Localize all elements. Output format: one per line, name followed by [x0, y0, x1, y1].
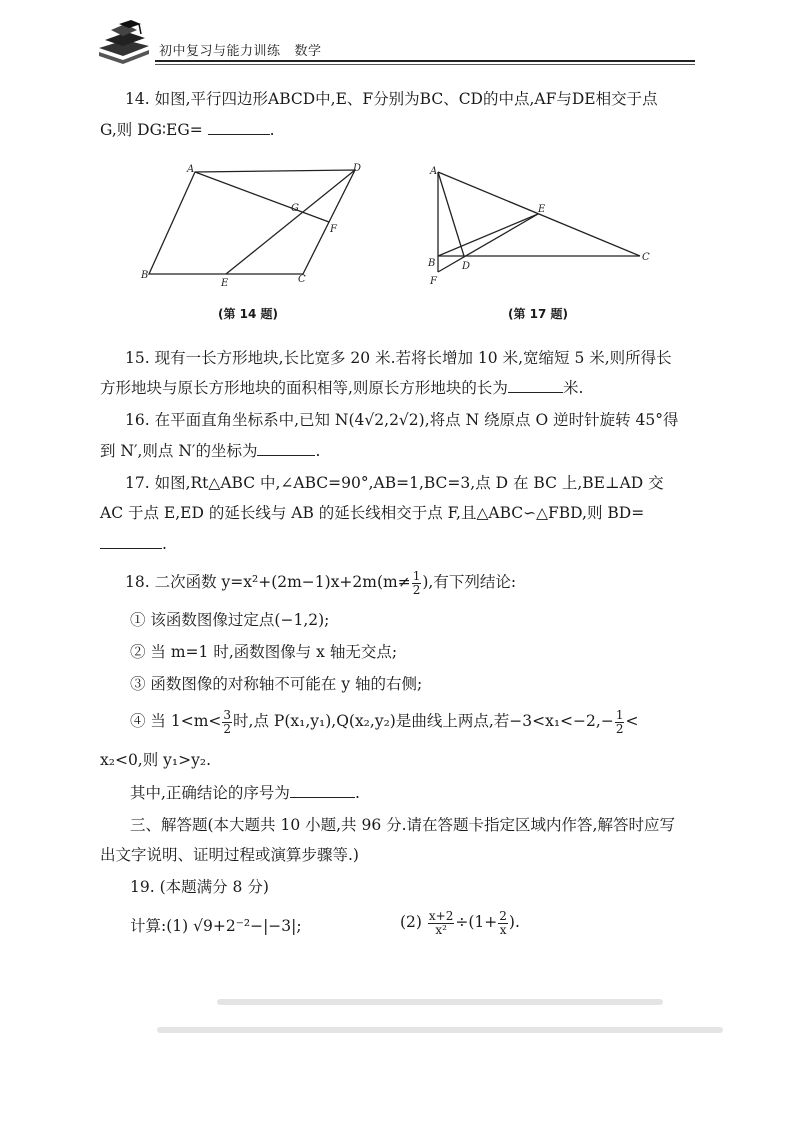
q14-end: .	[269, 121, 275, 139]
subject-label: 数学	[294, 44, 322, 59]
q14-text: G,则 DG∶EG=	[100, 121, 203, 139]
fraction-denominator: x	[499, 922, 507, 937]
q17-answer-blank	[100, 534, 162, 549]
page-header	[95, 18, 695, 68]
q19-calc-2	[400, 908, 520, 937]
figure-14	[135, 160, 375, 295]
q15-line2	[100, 374, 583, 402]
fig17-label-D: D	[462, 261, 471, 272]
q17-line3	[100, 530, 167, 558]
fig14-label-F: F	[330, 224, 337, 235]
q17-line1: 17. 如图,Rt△ABC 中,∠ABC=90°,AB=1,BC=3,点 D 在 BC 上,BE⊥AD 交	[125, 474, 664, 492]
fig14-caption: (第 14 题)	[218, 307, 279, 321]
q18-item4-fraction-2	[615, 709, 625, 736]
fraction-numerator: 3	[223, 707, 232, 722]
q17-end: .	[162, 535, 167, 553]
q18-answer-line	[130, 779, 360, 807]
fraction-denominator: 2	[223, 721, 232, 736]
fig17-label-F: F	[430, 276, 437, 287]
q18-item1: ① 该函数图像过定点(−1,2);	[130, 611, 330, 629]
figure-17	[420, 160, 660, 295]
q19-title: 19. (本题满分 8 分)	[130, 878, 269, 896]
q18-item2: ② 当 m=1 时,函数图像与 x 轴无交点;	[130, 643, 398, 661]
fig14-label-B: B	[141, 270, 149, 281]
q16-answer-blank	[257, 441, 315, 456]
fig14-label-E: E	[221, 278, 229, 289]
fig14-label-G: G	[291, 203, 299, 214]
q18-intro-text: 18. 二次函数 y=x²+(2m−1)x+2m(m≠	[125, 573, 411, 591]
fraction-numerator: 2	[499, 908, 507, 923]
q19-fraction-1	[428, 910, 454, 937]
header-title	[159, 40, 322, 59]
q18-intro-tail: ),有下列结论:	[422, 573, 517, 591]
q18-item4-text-a: ④ 当 1<m<	[130, 712, 222, 730]
q14-answer-blank	[208, 120, 270, 135]
q16-end: .	[315, 442, 321, 460]
q16-line2	[100, 437, 320, 465]
q16-line1: 16. 在平面直角坐标系中,已知 N(4√2,2√2),将点 N 绕原点 O 逆时针旋转 45°得	[125, 411, 679, 429]
fig17-label-E: E	[538, 204, 546, 215]
fraction-numerator: 1	[412, 568, 421, 583]
book-title: 初中复习与能力训练	[159, 44, 281, 59]
q19-calc-1: 计算:(1) √9+2⁻²−|−3|;	[130, 917, 302, 935]
q18-item4-text-b: 时,点 P(x₁,y₁),Q(x₂,y₂)是曲线上两点,若−3<x₁<−2,−	[233, 712, 614, 730]
q14-line1: 14. 如图,平行四边形ABCD中,E、F分别为BC、CD的中点,AF与DE相交于点	[125, 90, 658, 108]
q18-item4-fraction	[222, 709, 232, 736]
fig17-caption: (第 17 题)	[508, 307, 569, 321]
q18-item4-text-c: <	[625, 712, 639, 730]
fraction-numerator: x+2	[428, 908, 454, 923]
q18-intro-fraction	[412, 570, 422, 597]
header-rule-thin	[155, 64, 695, 65]
book-stack-logo-icon	[95, 18, 153, 64]
q18-item4-line2: x₂<0,则 y₁>y₂.	[100, 751, 212, 769]
q14-line2	[100, 116, 275, 144]
q15-line1: 15. 现有一长方形地块,长比宽多 20 米.若将长增加 10 米,宽缩短 5 米,则所得长	[125, 349, 672, 367]
q15-text: 方形地块与原长方形地块的面积相等,则原长方形地块的长为	[100, 379, 508, 397]
q15-end: 米.	[562, 379, 584, 397]
fig17-label-B: B	[428, 258, 436, 269]
q19-calc-2-label: (2)	[400, 913, 422, 931]
q17-line2: AC 于点 E,ED 的延长线与 AB 的延长线相交于点 F,且△ABC∽△FBD,则 BD=	[100, 504, 645, 522]
fig14-label-A: A	[187, 164, 195, 175]
show-through-marks	[140, 990, 740, 1050]
header-rule	[155, 60, 695, 62]
q19-fraction-2	[498, 910, 508, 937]
q18-answer-label: 其中,正确结论的序号为	[130, 784, 290, 802]
q18-item3: ③ 函数图像的对称轴不可能在 y 轴的右侧;	[130, 675, 423, 693]
q19-calc-2-end: ).	[508, 913, 520, 931]
fraction-denominator: 2	[615, 721, 624, 736]
fraction-denominator: 2	[412, 582, 421, 597]
q18-end: .	[354, 784, 360, 802]
q19-calc-2-mid: ÷(1+	[455, 913, 498, 931]
q18-intro	[125, 568, 516, 597]
fig14-label-C: C	[298, 274, 306, 285]
fraction-numerator: 1	[615, 707, 624, 722]
q16-text: 到 N′,则点 N′的坐标为	[100, 442, 258, 460]
fig14-label-D: D	[353, 163, 362, 174]
fraction-denominator: x²	[435, 922, 447, 937]
section3-line2: 出文字说明、证明过程或演算步骤等.)	[100, 846, 359, 864]
q15-answer-blank	[508, 378, 563, 393]
fig17-label-A: A	[430, 166, 438, 177]
fig17-label-C: C	[642, 252, 650, 263]
section3-line1: 三、解答题(本大题共 10 小题,共 96 分.请在答题卡指定区域内作答,解答时应写	[130, 816, 675, 834]
q18-answer-blank	[290, 783, 355, 798]
q18-item4	[130, 707, 638, 736]
